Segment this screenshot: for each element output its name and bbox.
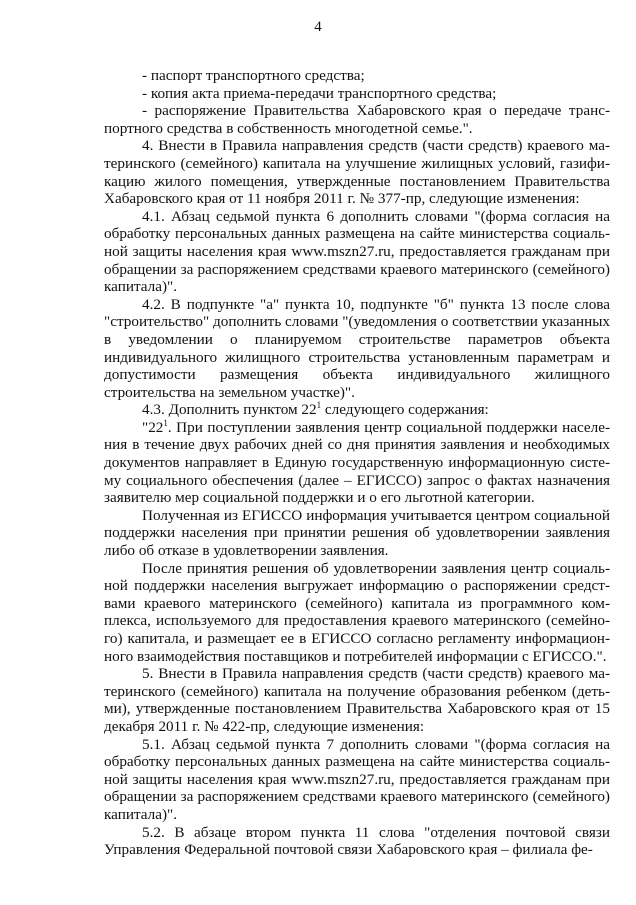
paragraph-egisso-info: Полученная из ЕГИССО информация учитывается центром социальной поддержки населения при принятии решения об удовлетворении заявления либо об отказе в удовлетворении заявления. (104, 506, 610, 560)
paragraph-item-22-1 (104, 419, 610, 507)
paragraph-item-22-1-before: "22 (142, 418, 164, 436)
paragraph-item-5: 5. Внести в Правила направления средств (части средств) краевого материнского (семейного) капитала на получение образования ребенком (детьми), утвержденные постановлением Правительства Хабаровского края от 15 декабря 2011 г. № 422-пр, следующие изменения: (104, 665, 610, 735)
paragraph-item-5-2: 5.2. В абзаце втором пункта 11 слова "отделения почтовой связи Управления Федеральной почтовой связи Хабаровского края – филиала фе- (104, 823, 610, 859)
document-body (104, 67, 610, 859)
superscript-1: 1 (316, 400, 322, 411)
list-item-government-order: - распоряжение Правительства Хабаровского края о передаче транспортного средства в собственность многодетной семье.". (104, 102, 610, 137)
superscript-1: 1 (163, 417, 168, 428)
paragraph-item-4-2: 4.2. В подпункте "а" пункта 10, подпункте "б" пункта 13 после слова "строительство" дополнить словами "(уведомления о соответствии указанных в уведомлении о планируемом строительстве параметров объекта индивидуального жилищного строительства установленным параметрам и допустимости размещения объекта индивидуального жилищного строительства на земельном участке)". (104, 295, 610, 401)
paragraph-item-4-3 (104, 401, 610, 419)
paragraph-after-decision: После принятия решения об удовлетворении заявления центр социальной поддержки населения выгружает информацию о распоряжении средствами краевого материнского (семейного) капитала из программного комплекса, используемого для предоставления краевого материнского (семейного) капитала, и размещает ее в ЕГИССО согласно регламенту информационного взаимодействия поставщиков и потребителей информации с ЕГИССО.". (104, 559, 610, 665)
paragraph-item-4-3-after: следующего содержания: (321, 401, 489, 419)
paragraph-item-22-1-after: . При поступлении заявления центр социальной поддержки населения в течение двух рабочих дней со дня принятия заявления и необходимых документов направляет в Единую государственную информационную систему социального обеспечения (далее – ЕГИССО) запрос о фактах назначения заявителю мер социальной поддержки и о его льготной категории. (104, 418, 610, 507)
paragraph-item-4: 4. Внести в Правила направления средств (части средств) краевого материнского (семейного) капитала на улучшение жилищных условий, газификацию жилого помещения, утвержденные постановлением Правительства Хабаровского края от 11 ноября 2011 г. № 377-пр, следующие изменения: (104, 137, 610, 208)
list-item-passport: - паспорт транспортного средства; (142, 67, 365, 84)
paragraph-item-4-3-before: 4.3. Дополнить пунктом 22 (142, 401, 317, 419)
paragraph-item-5-1: 5.1. Абзац седьмой пункта 7 дополнить словами "(форма согласия на обработку персональных данных размещена на сайте министерства социальной защиты населения края www.mszn27.ru, предоставляется гражданам при обращении за распоряжением средствами краевого материнского (семейного) капитала)". (104, 735, 610, 823)
page-number: 4 (314, 19, 322, 35)
paragraph-item-4-1: 4.1. Абзац седьмой пункта 6 дополнить словами "(форма согласия на обработку персональных данных размещена на сайте министерства социальной защиты населения края www.mszn27.ru, предоставляется гражданам при обращении за распоряжением средствами краевого материнского (семейного) капитала)". (104, 207, 610, 296)
list-item-act-copy: - копия акта приема-передачи транспортного средства; (142, 84, 497, 102)
